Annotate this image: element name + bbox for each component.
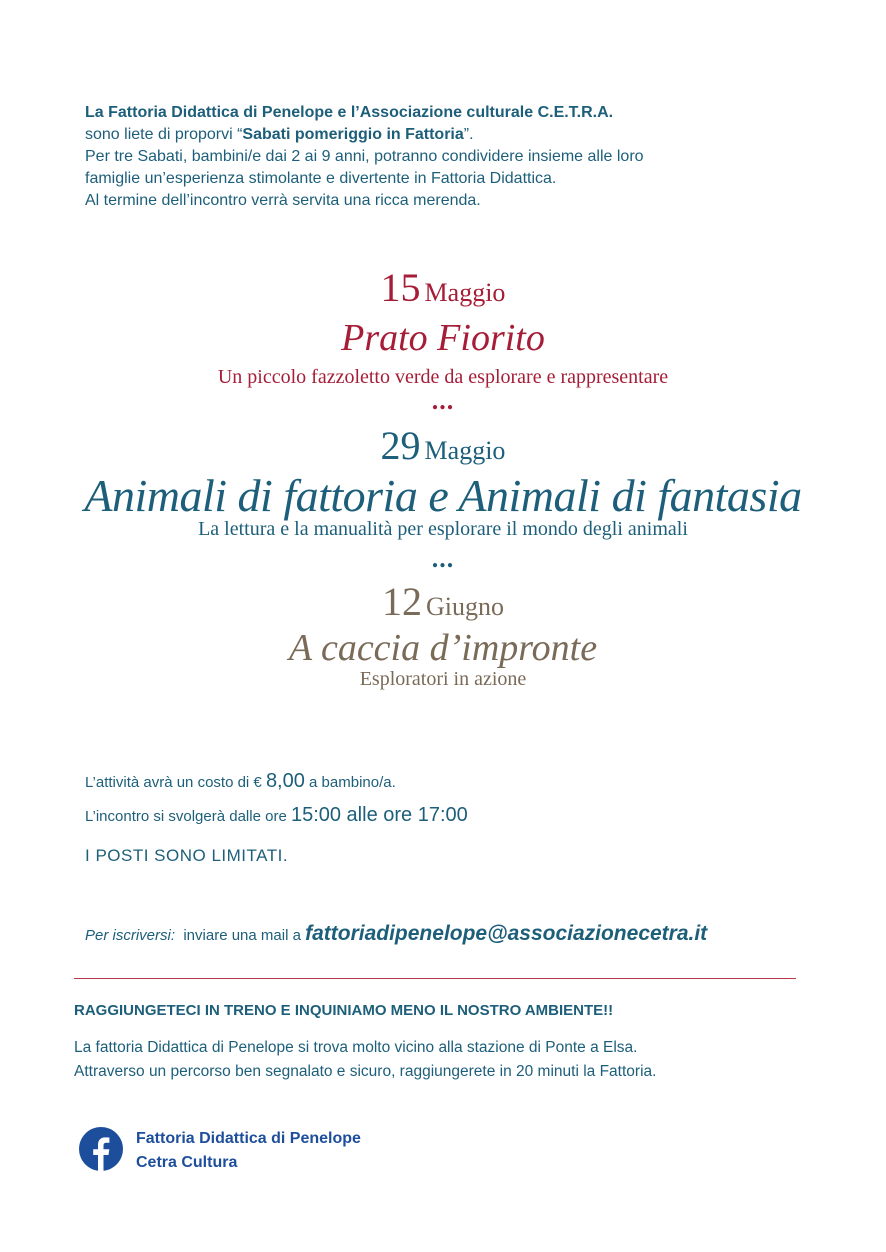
separator-dots: ... bbox=[431, 386, 455, 415]
time-line: L’incontro si svolgerà dalle ore 15:00 alle ore 17:00 bbox=[85, 804, 468, 826]
train-heading: RAGGIUNGETECI IN TRENO E INQUINIAMO MENO IL NOSTRO AMBIENTE!! bbox=[74, 1002, 614, 1019]
train-text: La fattoria Didattica di Penelope si trova molto vicino alla stazione di Ponte a Elsa. Attraverso un percorso ben segnalato e sicuro, raggiungerete in 20 minuti la Fattoria. bbox=[74, 1039, 657, 1080]
intro-line-1: La Fattoria Didattica di Penelope e l’Associazione culturale C.E.T.R.A. bbox=[85, 104, 614, 121]
program-name: Sabati pomeriggio in Fattoria bbox=[242, 126, 464, 143]
event-title: Prato Fiorito bbox=[341, 317, 545, 359]
event-subtitle: Un piccolo fazzoletto verde da esplorare e rappresentare bbox=[217, 366, 669, 388]
event-title: A caccia d’impronte bbox=[288, 627, 598, 669]
intro-text bbox=[85, 102, 845, 212]
signup-line: Per iscriversi: inviare una mail a fattoriadipenelope@associazionecetra.it bbox=[85, 922, 708, 945]
event-subtitle: La lettura e la manualità per esplorare il mondo degli animali bbox=[198, 518, 688, 540]
intro-line-5: Al termine dell’incontro verrà servita una ricca merenda. bbox=[85, 192, 481, 209]
event-3 bbox=[0, 580, 886, 691]
signup-label: Per iscriversi: bbox=[85, 927, 176, 944]
event-subtitle: Esploratori in azione bbox=[359, 668, 527, 690]
social-pages bbox=[136, 1127, 361, 1175]
facebook-icon[interactable] bbox=[79, 1127, 123, 1171]
event-date: 12 Giugno bbox=[382, 579, 504, 624]
event-1 bbox=[0, 266, 886, 389]
cost-line: L’attività avrà un costo di € 8,00 a bambino/a. bbox=[85, 770, 396, 792]
facebook-page-fattoria[interactable]: Fattoria Didattica di Penelope bbox=[136, 1130, 361, 1147]
event-date: 15 Maggio bbox=[380, 265, 506, 310]
event-title: Animali di fattoria e Animali di fantasia bbox=[84, 470, 802, 521]
time-value: 15:00 alle ore 17:00 bbox=[290, 804, 468, 826]
intro-line-4: famiglie un’esperienza stimolante e divertente in Fattoria Didattica. bbox=[85, 170, 557, 187]
facebook-page-cetra[interactable]: Cetra Cultura bbox=[136, 1154, 238, 1171]
limited-seats: I POSTI SONO LIMITATI. bbox=[85, 846, 289, 865]
divider bbox=[74, 978, 796, 979]
cost-value: 8,00 bbox=[265, 770, 305, 792]
event-2 bbox=[0, 424, 886, 541]
intro-line-2: sono liete di proporvi “Sabati pomeriggio in Fattoria”. bbox=[85, 126, 474, 143]
event-date: 29 Maggio bbox=[380, 423, 506, 468]
intro-line-3: Per tre Sabati, bambini/e dai 2 ai 9 anni, potranno condividere insieme alle loro bbox=[85, 148, 644, 165]
separator-dots: ... bbox=[431, 544, 455, 573]
email-link[interactable]: fattoriadipenelope@associazionecetra.it bbox=[305, 922, 708, 945]
